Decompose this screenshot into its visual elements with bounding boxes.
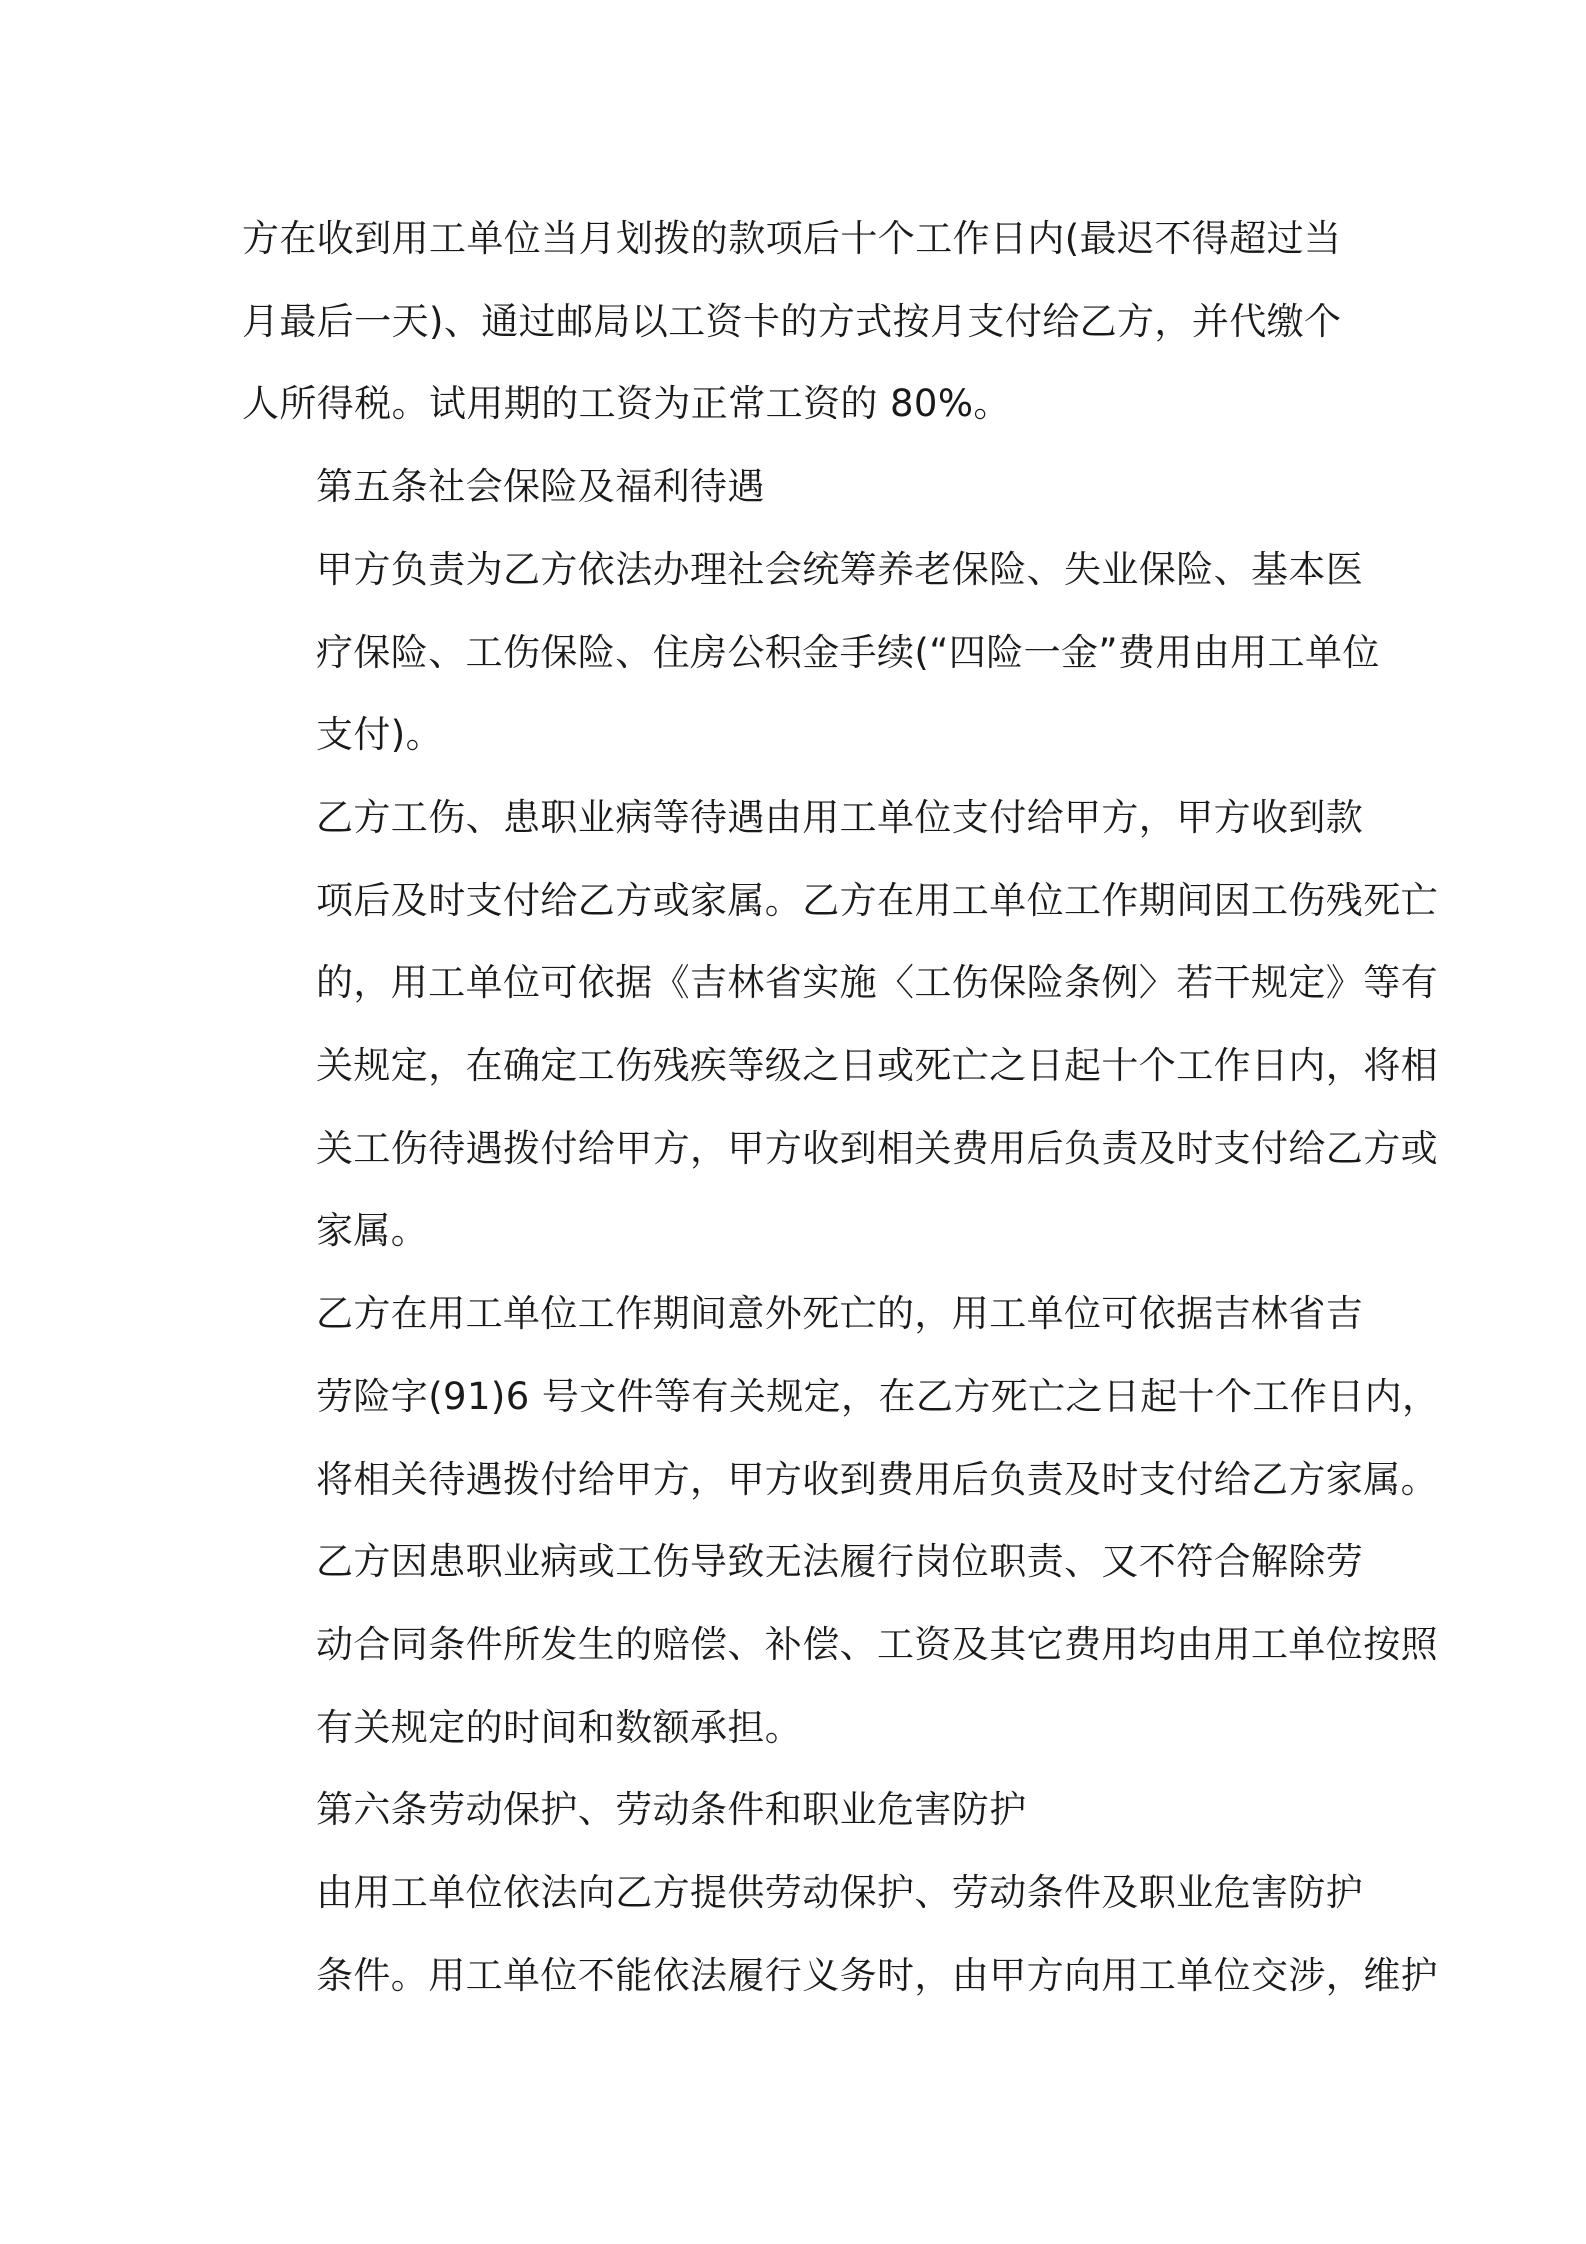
text-line: 乙方工伤、患职业病等待遇由用工单位支付给甲方，甲方收到款 <box>316 795 1364 839</box>
text-line: 人所得税。试用期的工资为正常工资的 80%。 <box>242 382 1011 426</box>
heading-text: 第六条劳动保护、劳动条件和职业危害防护 <box>316 1788 1027 1832</box>
text-line: 有关规定的时间和数额承担。 <box>316 1705 803 1749</box>
document-body <box>242 198 1440 2017</box>
text-line: 劳险字(91)6 号文件等有关规定，在乙方死亡之日起十个工作日内， <box>316 1374 1440 1418</box>
text-line: 条件。用工单位不能依法履行义务时，由甲方向用工单位交涉，维护 <box>316 1953 1438 1997</box>
text-line: 关工伤待遇拨付给甲方，甲方收到相关费用后负责及时支付给乙方或 <box>316 1126 1438 1170</box>
text-line: 家属。 <box>316 1209 429 1253</box>
text-line: 动合同条件所发生的赔偿、补偿、工资及其它费用均由用工单位按照 <box>316 1622 1438 1666</box>
heading-text: 第五条社会保险及福利待遇 <box>316 465 765 509</box>
section-heading-article-6 <box>242 1769 1360 1852</box>
paragraph-occupational-disease <box>242 1521 1438 1769</box>
text-line: 乙方因患职业病或工伤导致无法履行岗位职责、又不符合解除劳 <box>316 1540 1364 1584</box>
text-line: 方在收到用工单位当月划拨的款项后十个工作日内(最迟不得超过当 <box>242 217 1342 260</box>
text-line: 将相关待遇拨付给甲方，甲方收到费用后负责及时支付给乙方家属。 <box>316 1457 1438 1501</box>
paragraph-accidental-death <box>242 1273 1440 1521</box>
text-line: 关规定，在确定工伤残疾等级之日或死亡之日起十个工作日内，将相 <box>316 1044 1438 1088</box>
paragraph-social-insurance <box>242 529 1380 777</box>
text-line: 项后及时支付给乙方或家属。乙方在用工单位工作期间因工伤残死亡 <box>316 878 1438 922</box>
text-line: 乙方在用工单位工作期间意外死亡的，用工单位可依据吉林省吉 <box>316 1292 1364 1336</box>
section-heading-article-5 <box>242 446 1360 529</box>
paragraph-work-injury <box>242 777 1438 1273</box>
text-line: 支付)。 <box>316 713 444 757</box>
paragraph-labor-protection <box>242 1852 1438 2017</box>
text-line: 疗保险、工伤保险、住房公积金手续(“四险一金”费用由用工单位 <box>316 630 1380 674</box>
text-line: 由用工单位依法向乙方提供劳动保护、劳动条件及职业危害防护 <box>316 1871 1364 1915</box>
text-line: 甲方负责为乙方依法办理社会统筹养老保险、失业保险、基本医 <box>316 547 1364 591</box>
paragraph-wage-payment <box>242 198 1360 446</box>
text-line: 的，用工单位可依据《吉林省实施〈工伤保险条例〉若干规定》等有 <box>316 961 1438 1005</box>
text-line: 月最后一天)、通过邮局以工资卡的方式按月支付给乙方，并代缴个 <box>242 299 1342 343</box>
